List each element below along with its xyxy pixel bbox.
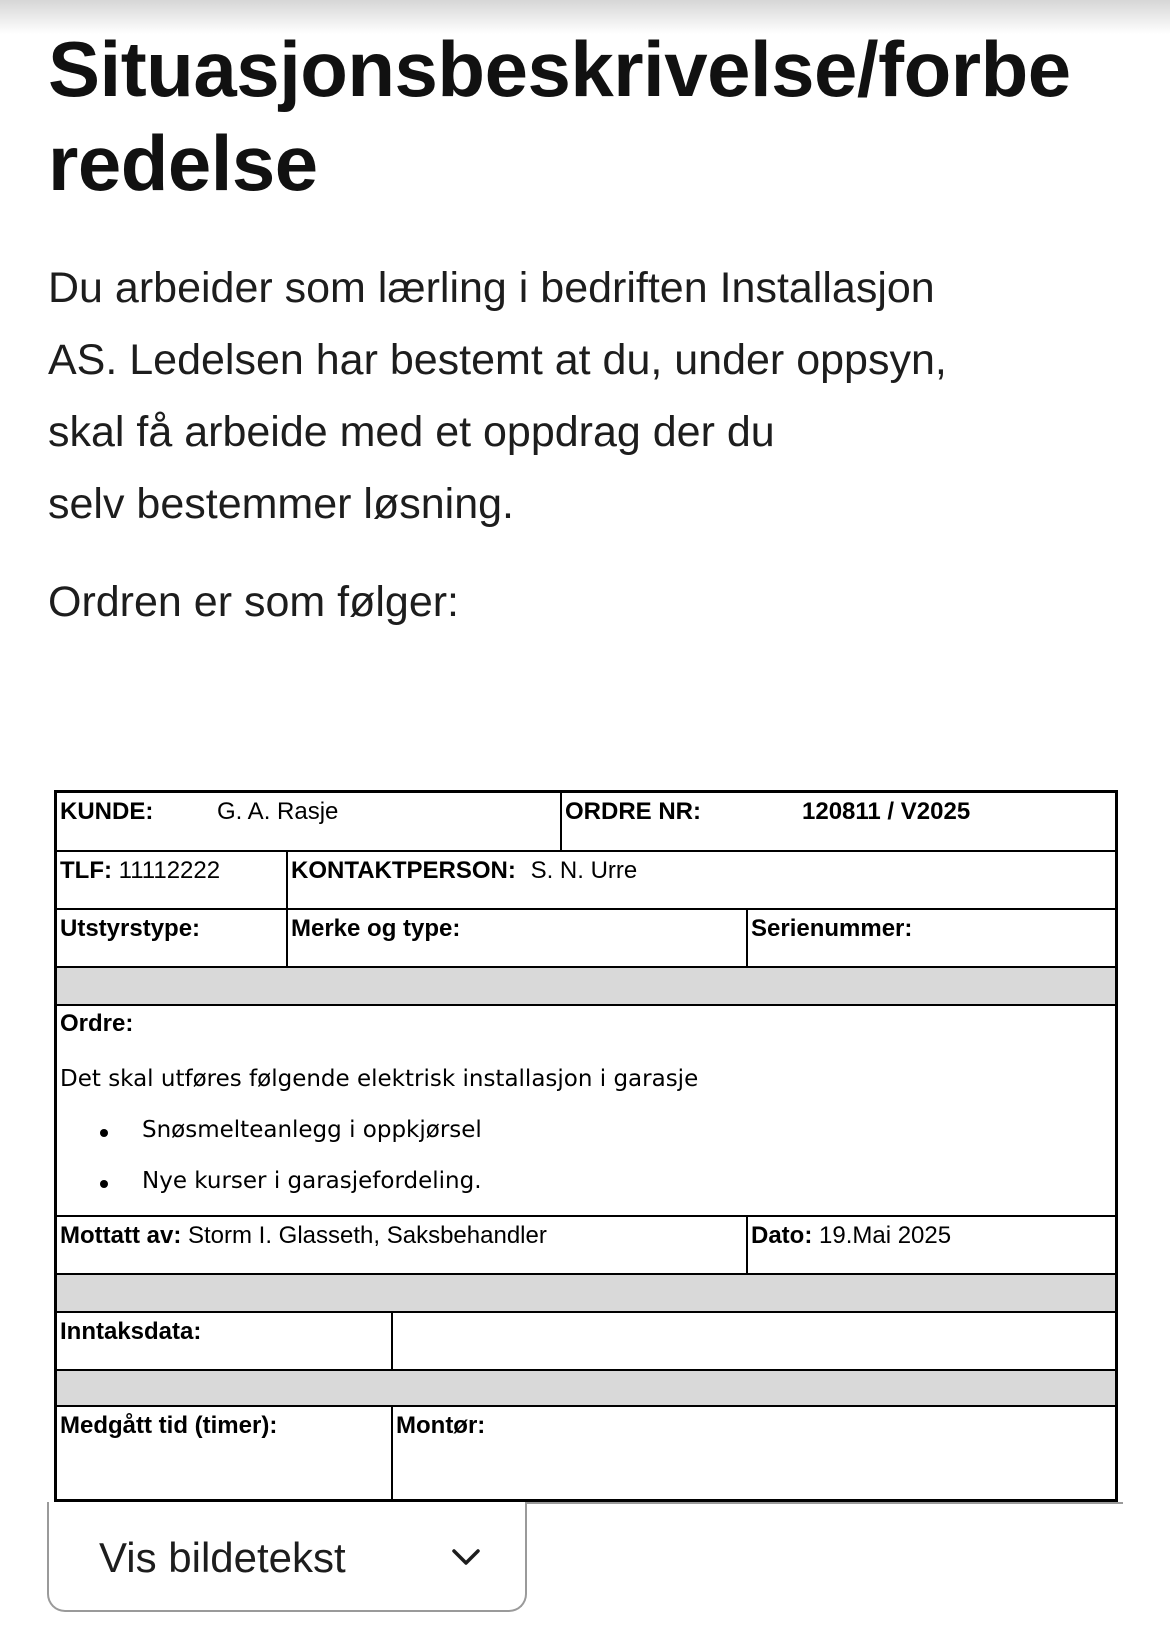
time-spent-label: Medgått tid (timer): xyxy=(60,1412,278,1439)
order-label: Ordre: xyxy=(60,1010,134,1037)
equipment-type-label: Utstyrstype: xyxy=(60,915,201,942)
order-text: Det skal utføres følgende elektrisk installasjon i garasje xyxy=(60,1066,699,1092)
installer-label: Montør: xyxy=(396,1412,486,1439)
customer-cell xyxy=(57,793,563,850)
intake-data-label: Inntaksdata: xyxy=(60,1318,202,1345)
received-by-cell xyxy=(57,1217,749,1273)
form-row-received xyxy=(57,1217,1115,1275)
intro-line: Du arbeider som lærling i bedriften Installasjon xyxy=(48,264,935,312)
form-row-intake xyxy=(57,1313,1115,1371)
order-number-value: 120811 / V2025 xyxy=(802,798,971,825)
customer-label: KUNDE: xyxy=(60,798,154,825)
chevron-down-icon xyxy=(449,1540,483,1574)
date-value: 19.Mai 2025 xyxy=(819,1222,952,1249)
intro-line: skal få arbeide med et oppdrag der du xyxy=(48,408,775,456)
form-grey-band xyxy=(57,968,1115,1006)
phone-label: TLF: xyxy=(60,857,112,884)
received-by-value: Storm I. Glasseth, Saksbehandler xyxy=(188,1222,547,1249)
phone-value: 11112222 xyxy=(118,857,221,884)
intake-data-value-cell xyxy=(391,1313,1115,1369)
time-spent-cell xyxy=(57,1407,394,1499)
order-lead-text: Ordren er som følger: xyxy=(48,578,459,626)
date-label: Dato: xyxy=(751,1222,813,1249)
caption-divider xyxy=(527,1502,1123,1504)
contact-person-label: KONTAKTPERSON: xyxy=(291,857,516,884)
intro-line: AS. Ledelsen har bestemt at du, under oppsyn, xyxy=(48,336,947,384)
form-row-equipment xyxy=(57,910,1115,968)
serial-number-label: Serienummer: xyxy=(751,915,913,942)
form-row-order xyxy=(57,1006,1115,1217)
form-row-contact xyxy=(57,852,1115,910)
order-number-label: ORDRE NR: xyxy=(565,798,701,825)
intake-data-cell xyxy=(57,1313,394,1369)
intro-paragraph xyxy=(48,252,1128,540)
page-title-line-1: Situasjonsbeskrivelse/forbe xyxy=(48,25,1071,113)
serial-number-cell xyxy=(746,910,1115,966)
date-cell xyxy=(746,1217,1115,1273)
bullet-icon xyxy=(100,1180,108,1188)
order-item-text: Snøsmelteanlegg i oppkjørsel xyxy=(142,1117,482,1143)
phone-cell xyxy=(57,852,289,908)
contact-person-value: S. N. Urre xyxy=(530,857,638,884)
page-title-line-2: redelse xyxy=(48,119,318,207)
page-title xyxy=(48,22,1148,210)
show-caption-label: Vis bildetekst xyxy=(99,1534,346,1581)
form-row-time xyxy=(57,1407,1115,1499)
order-form-image xyxy=(54,790,1118,1502)
order-item-text: Nye kurser i garasjefordeling. xyxy=(142,1168,482,1194)
customer-value: G. A. Rasje xyxy=(217,798,339,825)
equipment-type-cell xyxy=(57,910,289,966)
form-grey-band xyxy=(57,1275,1115,1313)
order-number-cell xyxy=(560,793,1115,850)
brand-type-cell xyxy=(286,910,748,966)
show-caption-button[interactable] xyxy=(47,1502,527,1612)
bullet-icon xyxy=(100,1129,108,1137)
brand-type-label: Merke og type: xyxy=(291,915,461,942)
installer-cell xyxy=(391,1407,1115,1499)
received-by-label: Mottatt av: xyxy=(60,1222,182,1249)
contact-person-cell xyxy=(286,852,1115,908)
form-grey-band xyxy=(57,1371,1115,1407)
form-row-customer xyxy=(57,793,1115,852)
intro-line: selv bestemmer løsning. xyxy=(48,480,514,528)
